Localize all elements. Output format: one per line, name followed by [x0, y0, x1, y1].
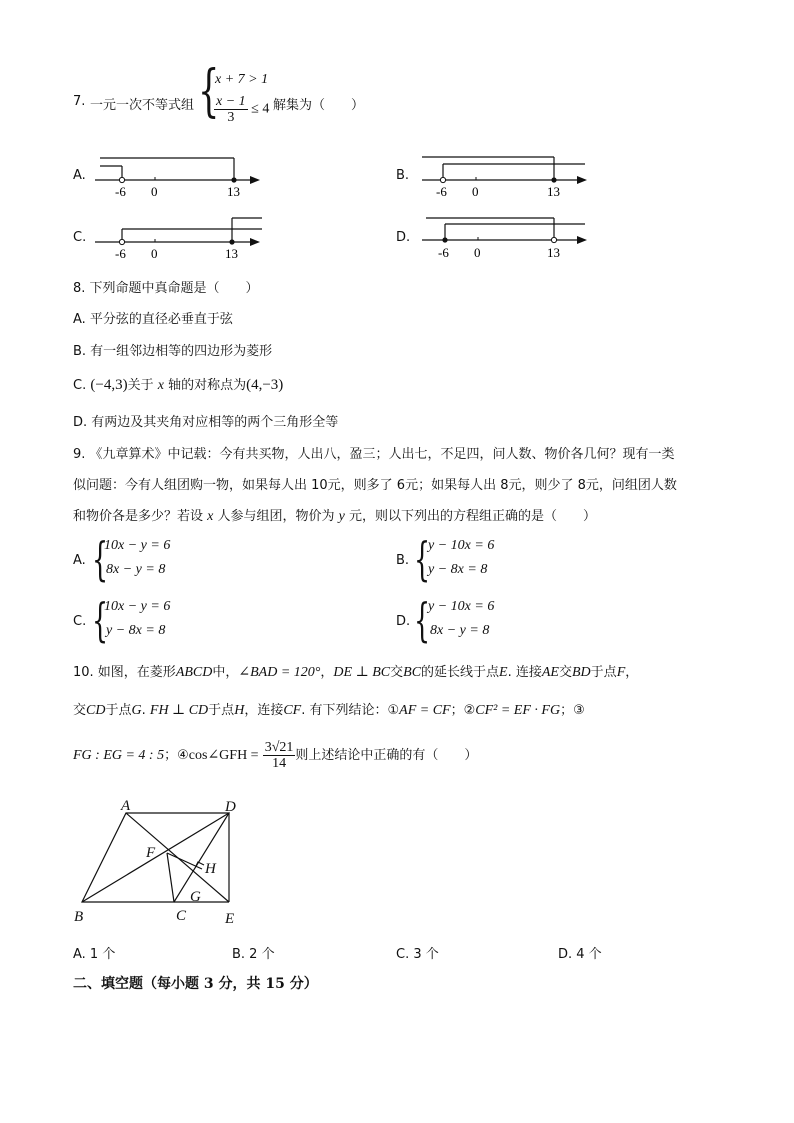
q7-inequality-1: x + 7 > 1 — [215, 72, 269, 87]
tick-label: 13 — [227, 184, 240, 199]
tick-label: 0 — [151, 184, 158, 199]
q7-frac-den: 3 — [227, 110, 235, 125]
q10-option-d: D. 4 个 — [558, 947, 602, 962]
q10-text: 中， — [212, 665, 239, 680]
tick-label: 13 — [225, 246, 238, 261]
brace: { — [414, 532, 431, 586]
q7-option-b-numberline — [420, 150, 600, 202]
q10-text: 于点 — [590, 665, 617, 680]
q7-number: 7. — [73, 94, 86, 109]
q9-option-d-eq2: 8x − y = 8 — [430, 623, 490, 638]
q10-circled-2: ② — [463, 703, 476, 718]
tick-label: 13 — [547, 245, 560, 260]
q10-line-3 — [73, 740, 477, 771]
q9-line-2: 似问题：今有人组团购一物，如果每人出 10元，则多了 6元；如果每人出 8元，则少了 8元，问组团人数 — [73, 478, 677, 493]
q10-rhombus-figure — [70, 795, 250, 930]
q10-text: . 连接 — [507, 665, 542, 680]
label-f: F — [146, 845, 156, 861]
q8-text: 关于 — [127, 378, 154, 393]
q9-option-c-eq2: y − 8x = 8 — [106, 623, 166, 638]
q10-text: 10. 如图，在菱形 — [73, 665, 176, 680]
q7-option-c-label: C. — [73, 230, 87, 245]
q9-option-d-label: D. — [396, 614, 411, 629]
q10-text: ； — [450, 703, 464, 718]
q10-math: CD — [86, 703, 106, 718]
brace: { — [92, 532, 109, 586]
q10-math: CF — [283, 703, 302, 718]
q9-option-a-eq1: 10x − y = 6 — [104, 538, 171, 553]
q7-option-b-label: B. — [396, 168, 410, 183]
q10-math: cos∠GFH = — [188, 748, 259, 763]
q10-line-2 — [73, 699, 585, 719]
section-heading: 二、填空题（每小题 3 分，共 15 分） — [73, 976, 318, 992]
q10-math: ∠BAD = 120° — [238, 665, 321, 680]
q10-text: ，连接 — [244, 703, 284, 718]
tick-label: -6 — [436, 184, 447, 199]
q10-circled-3: ③ — [573, 703, 585, 718]
q9-text: 人参与组团，物价为 — [217, 509, 335, 524]
label-a: A — [121, 798, 131, 814]
q10-text: ， — [625, 665, 639, 680]
q10-text: 交 — [390, 665, 404, 680]
q10-math: BD — [572, 665, 591, 680]
q7-option-c-numberline — [90, 212, 270, 264]
q7-option-a-label: A. — [73, 168, 86, 183]
q8-stem: 8. 下列命题中真命题是（ ） — [73, 281, 259, 296]
q10-circled-1: ① — [387, 703, 400, 718]
q10-math: G — [131, 703, 142, 718]
brace: { — [92, 593, 109, 647]
segment-fh — [167, 853, 202, 869]
q10-text: 则上述结论中正确的有（ ） — [295, 748, 478, 763]
q8-point-1: (−4,3) — [90, 377, 128, 393]
q8-point-2: (4,−3) — [246, 377, 284, 393]
q10-text: 交 — [558, 665, 572, 680]
q9-text: 元，则以下列出的方程组正确的是（ ） — [349, 509, 597, 524]
q7-option-d-label: D. — [396, 230, 411, 245]
q10-text: ， — [320, 665, 334, 680]
q10-option-b: B. 2 个 — [232, 947, 275, 962]
q8-option-c — [73, 374, 283, 394]
q10-text: . — [141, 703, 146, 718]
q10-math: DE ⊥ BC — [333, 665, 391, 680]
q7-inequality-2 — [214, 94, 269, 125]
q8-axis: x — [157, 378, 164, 393]
q10-option-c: C. 3 个 — [396, 947, 439, 962]
q9-var-y: y — [338, 509, 345, 524]
q10-math: AF = CF — [399, 703, 451, 718]
q10-math: AE — [541, 665, 559, 680]
label-d: D — [225, 799, 236, 815]
q9-line-1: 9. 《九章算术》中记载：今有共买物，人出八，盈三；人出七，不足四，问人数、物价各几何？现有一类 — [73, 447, 675, 462]
q9-text: 和物价各是多少？若设 — [73, 509, 204, 524]
label-c: C — [176, 908, 187, 924]
label-h: H — [205, 861, 216, 877]
q9-option-a-label: A. — [73, 553, 86, 568]
q8-text: 轴的对称点为 — [168, 378, 247, 393]
q10-math: FG : EG = 4 : 5 — [73, 748, 165, 763]
q10-math: F — [616, 665, 626, 680]
q10-text: 于点 — [105, 703, 132, 718]
q8-option-d: D. 有两边及其夹角对应相等的两个三角形全等 — [73, 415, 339, 430]
q10-math: E — [499, 665, 508, 680]
q9-option-b-eq1: y − 10x = 6 — [428, 538, 495, 553]
q7-stem-post: 解集为（ ） — [273, 98, 365, 113]
label-e: E — [225, 911, 235, 927]
tick-label: 0 — [472, 184, 479, 199]
tick-label: 0 — [474, 245, 481, 260]
q10-text: ； — [164, 748, 178, 763]
segment-cf — [167, 853, 174, 902]
q10-text: 于点 — [208, 703, 235, 718]
tick-label: 0 — [151, 246, 158, 261]
q7-stem-pre: 一元一次不等式组 — [90, 98, 195, 113]
q9-option-c-label: C. — [73, 614, 87, 629]
q9-option-b-label: B. — [396, 553, 410, 568]
q9-var-x: x — [207, 509, 214, 524]
tick-label: -6 — [115, 184, 126, 199]
tick-label: 13 — [547, 184, 560, 199]
q10-math: CF² = EF · FG — [475, 703, 561, 718]
brace: { — [414, 593, 431, 647]
q8-option-b: B. 有一组邻边相等的四边形为菱形 — [73, 344, 273, 359]
q7-option-a-numberline — [90, 150, 270, 202]
q10-text: 的延长线于点 — [421, 665, 500, 680]
q9-option-b-eq2: y − 8x = 8 — [428, 562, 488, 577]
q7-frac-num: x − 1 — [216, 94, 246, 109]
q10-math: H — [234, 703, 245, 718]
tick-label: -6 — [115, 246, 126, 261]
label-b: B — [74, 909, 84, 925]
q8-option-c-label: C. — [73, 378, 87, 393]
q10-math: BC — [403, 665, 422, 680]
q10-option-a: A. 1 个 — [73, 947, 116, 962]
q10-text: . 有下列结论： — [301, 703, 388, 718]
q9-option-c-eq1: 10x − y = 6 — [104, 599, 171, 614]
q9-option-d-eq1: y − 10x = 6 — [428, 599, 495, 614]
q10-text: 交 — [73, 703, 87, 718]
q7-ineq2-rest: ≤ 4 — [251, 101, 270, 117]
tick-label: -6 — [438, 245, 449, 260]
label-g: G — [190, 889, 201, 905]
q9-option-a-eq2: 8x − y = 8 — [106, 562, 166, 577]
q7-option-d-numberline — [420, 212, 600, 264]
q9-line-3 — [73, 505, 596, 525]
q10-frac-num: 3√21 — [264, 740, 294, 755]
q7-brace: { — [198, 59, 220, 124]
q10-line-1 — [73, 661, 638, 681]
q10-circled-4: ④ — [177, 748, 189, 763]
q10-math: ABCD — [175, 665, 213, 680]
q10-text: ； — [560, 703, 574, 718]
q10-frac-den: 14 — [272, 756, 287, 771]
q8-option-a: A. 平分弦的直径必垂直于弦 — [73, 312, 233, 327]
q10-math: FH ⊥ CD — [149, 703, 209, 718]
